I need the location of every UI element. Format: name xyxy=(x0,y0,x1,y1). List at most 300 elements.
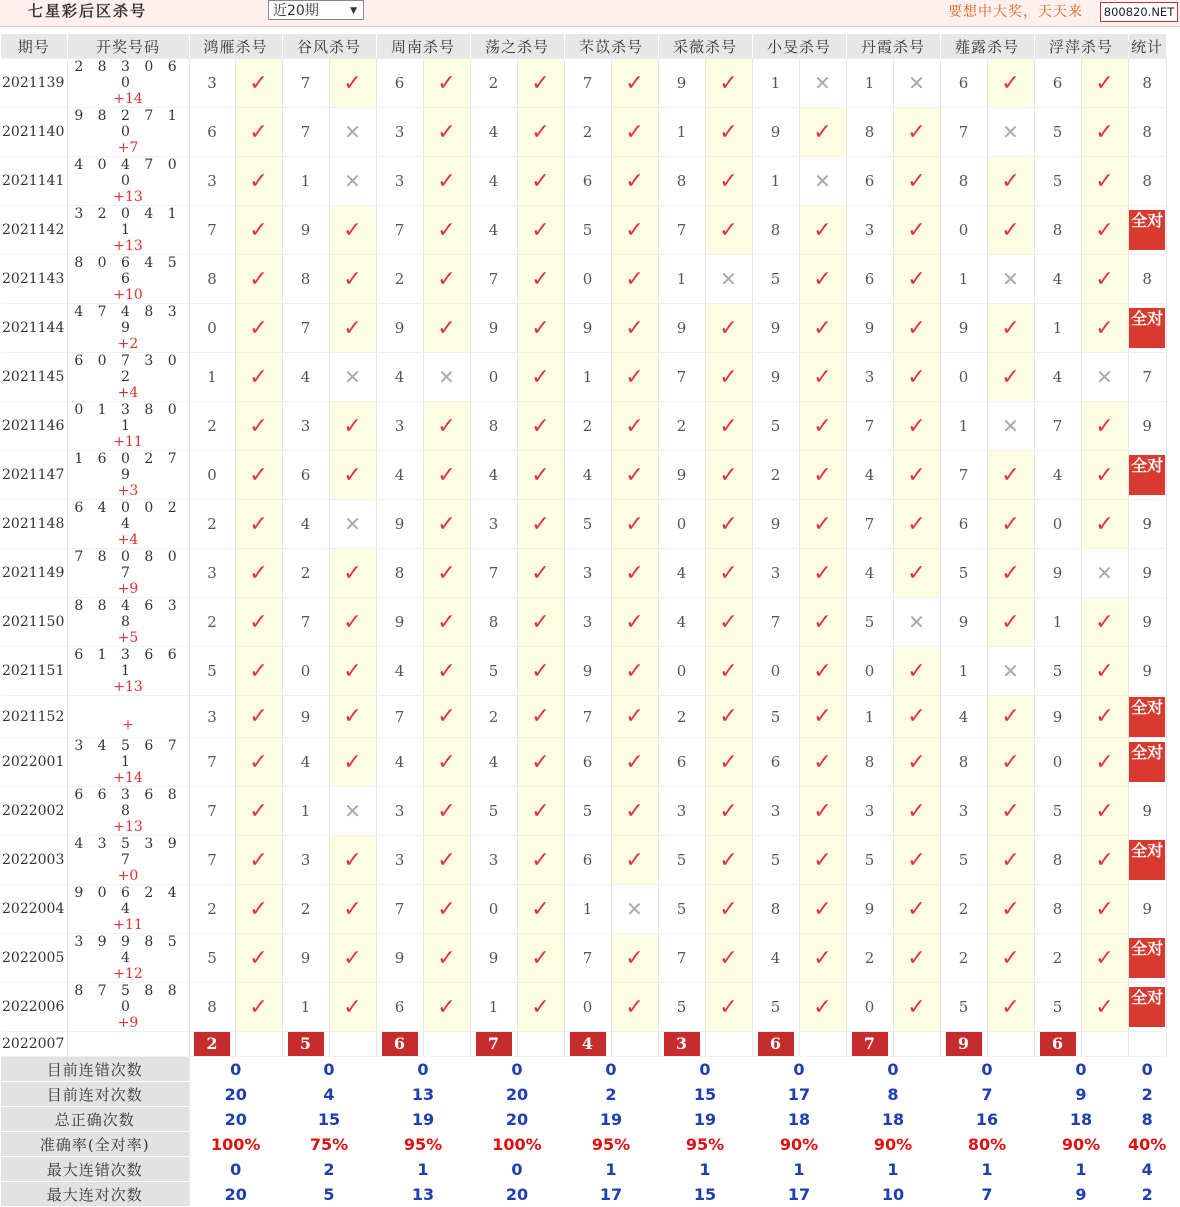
cross-icon: ✕ xyxy=(814,169,831,193)
current-kill-cell xyxy=(470,1032,517,1057)
site-badge[interactable]: 800820.NET xyxy=(1100,2,1178,22)
hit-mark xyxy=(1081,500,1128,549)
issue-cell: 2022006 xyxy=(1,983,67,1032)
column-header-draw: 开奖号码 xyxy=(67,34,189,59)
check-icon: ✓ xyxy=(813,217,832,243)
hit-mark xyxy=(423,647,470,696)
hit-mark xyxy=(235,402,282,451)
stat-value: 90% xyxy=(752,1132,846,1157)
check-icon: ✓ xyxy=(531,609,550,635)
kill-number: 3 xyxy=(376,836,423,885)
hit-mark xyxy=(705,500,752,549)
hit-mark xyxy=(423,402,470,451)
kill-number: 1 xyxy=(846,59,893,108)
check-icon: ✓ xyxy=(625,847,644,873)
hit-mark xyxy=(517,738,564,787)
kill-number: 3 xyxy=(189,696,235,738)
hit-mark xyxy=(705,885,752,934)
stat-value: 8 xyxy=(1128,1107,1166,1132)
hit-mark xyxy=(893,304,940,353)
kill-number: 0 xyxy=(470,353,517,402)
miss-mark xyxy=(1081,353,1128,402)
draw-cell xyxy=(67,598,189,647)
kill-number: 3 xyxy=(282,836,329,885)
kill-number: 9 xyxy=(658,451,705,500)
stat-value: 2 xyxy=(282,1157,376,1182)
draw-numbers: 9 0 6 2 4 4 xyxy=(74,885,182,917)
kill-number: 7 xyxy=(376,206,423,255)
table-row xyxy=(1,500,1166,549)
check-icon: ✓ xyxy=(531,896,550,922)
cross-icon: ✕ xyxy=(1002,267,1019,291)
all-correct-text: 全对 xyxy=(1131,743,1164,762)
kill-number: 5 xyxy=(1034,983,1081,1032)
kill-number: 7 xyxy=(282,304,329,353)
check-icon: ✓ xyxy=(531,994,550,1020)
count-cell xyxy=(1128,157,1166,206)
kill-number: 6 xyxy=(658,738,705,787)
hit-mark xyxy=(799,353,846,402)
miss-mark xyxy=(987,647,1034,696)
hit-mark xyxy=(1081,787,1128,836)
kill-number: 2 xyxy=(564,402,611,451)
hit-mark xyxy=(423,500,470,549)
hit-mark xyxy=(423,206,470,255)
kill-number: 6 xyxy=(189,108,235,157)
kill-number: 2 xyxy=(282,549,329,598)
hit-mark xyxy=(799,983,846,1032)
kill-number: 3 xyxy=(752,549,799,598)
check-icon: ✓ xyxy=(437,511,456,537)
check-icon: ✓ xyxy=(343,658,362,684)
issue-cell: 2021140 xyxy=(1,108,67,157)
kill-number: 5 xyxy=(1034,787,1081,836)
stat-value: 80% xyxy=(940,1132,1034,1157)
kill-number: 4 xyxy=(658,598,705,647)
check-icon: ✓ xyxy=(1001,994,1020,1020)
kill-number: 3 xyxy=(189,59,235,108)
issue-cell: 2021152 xyxy=(1,696,67,738)
hit-mark xyxy=(705,598,752,647)
draw-cell xyxy=(67,108,189,157)
stat-value: 95% xyxy=(658,1132,752,1157)
hit-mark xyxy=(799,647,846,696)
table-row xyxy=(1,108,1166,157)
draw-cell xyxy=(67,157,189,206)
draw-plus: +3 xyxy=(117,483,139,499)
kill-number: 1 xyxy=(940,647,987,696)
hit-mark xyxy=(705,934,752,983)
check-icon: ✓ xyxy=(1095,704,1114,729)
check-icon: ✓ xyxy=(249,994,268,1020)
draw-numbers: 7 8 0 8 0 7 xyxy=(74,549,182,581)
stat-row xyxy=(1,1182,1166,1207)
hit-mark xyxy=(517,598,564,647)
issue-cell: 2021141 xyxy=(1,157,67,206)
kill-number: 4 xyxy=(940,696,987,738)
table-row xyxy=(1,647,1166,696)
check-icon: ✓ xyxy=(1001,896,1020,922)
check-icon: ✓ xyxy=(531,658,550,684)
all-correct-text: 全对 xyxy=(1131,211,1164,230)
current-kill-number: 6 xyxy=(382,1032,418,1056)
check-icon: ✓ xyxy=(907,847,926,873)
kill-number: 7 xyxy=(752,598,799,647)
kill-number: 5 xyxy=(470,787,517,836)
hit-mark xyxy=(423,983,470,1032)
current-kill-number: 5 xyxy=(288,1032,324,1056)
check-icon: ✓ xyxy=(531,119,550,145)
hit-mark xyxy=(611,598,658,647)
kill-number: 6 xyxy=(564,157,611,206)
hit-mark xyxy=(987,934,1034,983)
kill-number: 7 xyxy=(564,696,611,738)
kill-number: 1 xyxy=(189,353,235,402)
kill-number: 0 xyxy=(189,304,235,353)
hit-mark xyxy=(799,885,846,934)
hit-mark xyxy=(517,353,564,402)
check-icon: ✓ xyxy=(249,798,268,824)
draw-numbers: 8 7 5 8 8 0 xyxy=(74,983,182,1015)
check-icon: ✓ xyxy=(719,658,738,684)
page-title: 七星彩后区杀号 xyxy=(28,2,148,20)
check-icon: ✓ xyxy=(1001,168,1020,194)
kill-number: 2 xyxy=(752,451,799,500)
check-icon: ✓ xyxy=(813,315,832,341)
draw-plus: +14 xyxy=(113,770,143,786)
table-row xyxy=(1,206,1166,255)
kill-number: 7 xyxy=(564,934,611,983)
check-icon: ✓ xyxy=(1001,798,1020,824)
check-icon: ✓ xyxy=(531,749,550,775)
stat-label: 最大连错次数 xyxy=(1,1157,189,1182)
hit-mark xyxy=(517,647,564,696)
hit-mark xyxy=(611,108,658,157)
stat-value: 4 xyxy=(282,1082,376,1107)
draw-plus: +2 xyxy=(117,336,139,352)
issue-cell: 2021143 xyxy=(1,255,67,304)
hit-mark xyxy=(893,500,940,549)
hit-mark xyxy=(517,304,564,353)
kill-number: 0 xyxy=(846,983,893,1032)
hit-mark xyxy=(1081,738,1128,787)
hit-mark xyxy=(893,885,940,934)
check-icon: ✓ xyxy=(1095,217,1114,243)
check-icon: ✓ xyxy=(1001,704,1020,729)
check-icon: ✓ xyxy=(249,945,268,971)
check-icon: ✓ xyxy=(813,560,832,586)
hit-mark xyxy=(423,549,470,598)
hit-mark xyxy=(423,885,470,934)
kill-table xyxy=(1,34,1167,1207)
kill-number: 2 xyxy=(376,255,423,304)
hit-mark xyxy=(611,934,658,983)
table-row xyxy=(1,738,1166,787)
count-cell xyxy=(1128,402,1166,451)
hit-mark xyxy=(893,787,940,836)
check-icon: ✓ xyxy=(437,798,456,824)
kill-number: 3 xyxy=(846,353,893,402)
hit-mark xyxy=(705,304,752,353)
count-cell xyxy=(1128,451,1166,500)
kill-number: 6 xyxy=(564,738,611,787)
check-icon: ✓ xyxy=(1001,749,1020,775)
kill-number: 0 xyxy=(189,451,235,500)
hit-mark xyxy=(1081,983,1128,1032)
current-kill-number: 7 xyxy=(852,1032,888,1056)
hit-mark xyxy=(611,353,658,402)
kill-number: 3 xyxy=(846,787,893,836)
stat-value: 0 xyxy=(658,1057,752,1082)
check-icon: ✓ xyxy=(907,945,926,971)
hit-mark xyxy=(517,836,564,885)
check-icon: ✓ xyxy=(719,413,738,439)
count-value: 9 xyxy=(1142,900,1152,918)
hit-mark xyxy=(423,451,470,500)
kill-number: 2 xyxy=(282,885,329,934)
kill-number: 8 xyxy=(658,157,705,206)
check-icon: ✓ xyxy=(249,413,268,439)
check-icon: ✓ xyxy=(813,749,832,775)
stat-value: 19 xyxy=(376,1107,470,1132)
kill-number: 5 xyxy=(940,983,987,1032)
check-icon: ✓ xyxy=(343,896,362,922)
check-icon: ✓ xyxy=(719,847,738,873)
hit-mark xyxy=(329,402,376,451)
stat-label: 准确率(全对率) xyxy=(1,1132,189,1157)
column-header-method: 谷风杀号 xyxy=(282,34,376,59)
miss-mark xyxy=(987,108,1034,157)
check-icon: ✓ xyxy=(531,462,550,488)
check-icon: ✓ xyxy=(625,266,644,292)
check-icon: ✓ xyxy=(813,704,832,729)
check-icon: ✓ xyxy=(437,217,456,243)
count-value: 8 xyxy=(1142,172,1152,190)
hit-mark xyxy=(423,255,470,304)
count-cell xyxy=(1128,983,1166,1032)
current-kill-number: 3 xyxy=(664,1032,700,1056)
column-header-method: 采薇杀号 xyxy=(658,34,752,59)
check-icon: ✓ xyxy=(437,462,456,488)
hit-mark xyxy=(705,787,752,836)
stat-value: 40% xyxy=(1128,1132,1166,1157)
hit-mark xyxy=(329,304,376,353)
stat-row xyxy=(1,1082,1166,1107)
hit-mark xyxy=(611,787,658,836)
stat-value: 19 xyxy=(564,1107,658,1132)
check-icon: ✓ xyxy=(343,462,362,488)
kill-number: 4 xyxy=(1034,451,1081,500)
draw-numbers: 0 1 3 8 0 1 xyxy=(74,402,182,434)
check-icon: ✓ xyxy=(813,364,832,390)
check-icon: ✓ xyxy=(625,168,644,194)
hit-mark xyxy=(611,255,658,304)
kill-number: 1 xyxy=(1034,304,1081,353)
kill-number: 7 xyxy=(189,206,235,255)
hit-mark xyxy=(235,787,282,836)
kill-number: 7 xyxy=(470,549,517,598)
stat-value: 90% xyxy=(846,1132,940,1157)
kill-number: 9 xyxy=(376,934,423,983)
check-icon: ✓ xyxy=(1095,945,1114,971)
hit-mark xyxy=(893,255,940,304)
draw-cell xyxy=(67,206,189,255)
check-icon: ✓ xyxy=(625,994,644,1020)
draw-numbers: 8 0 6 4 5 6 xyxy=(74,255,182,287)
stat-value: 18 xyxy=(752,1107,846,1132)
check-icon: ✓ xyxy=(249,749,268,775)
kill-number: 3 xyxy=(189,157,235,206)
draw-plus: +9 xyxy=(117,581,139,597)
stat-value: 20 xyxy=(470,1182,564,1207)
check-icon: ✓ xyxy=(907,168,926,194)
check-icon: ✓ xyxy=(437,896,456,922)
table-row xyxy=(1,451,1166,500)
kill-number: 3 xyxy=(376,402,423,451)
kill-number: 5 xyxy=(752,983,799,1032)
kill-number: 5 xyxy=(658,885,705,934)
kill-number: 6 xyxy=(940,59,987,108)
hit-mark xyxy=(893,738,940,787)
check-icon: ✓ xyxy=(249,315,268,341)
stat-value: 7 xyxy=(940,1082,1034,1107)
slogan-link[interactable]: 要想中大奖，天天来 xyxy=(948,4,1083,20)
hit-mark xyxy=(893,836,940,885)
check-icon: ✓ xyxy=(907,798,926,824)
draw-numbers: 6 1 3 6 6 1 xyxy=(74,647,182,679)
count-value: 9 xyxy=(1142,662,1152,680)
kill-number: 8 xyxy=(940,738,987,787)
all-correct-text: 全对 xyxy=(1131,697,1164,717)
stat-value: 1 xyxy=(752,1157,846,1182)
draw-plus: +11 xyxy=(113,434,143,450)
kill-number: 9 xyxy=(846,885,893,934)
hit-mark xyxy=(423,108,470,157)
hit-mark xyxy=(235,353,282,402)
draw-plus: +4 xyxy=(117,385,139,401)
kill-number: 5 xyxy=(658,983,705,1032)
stat-value: 2 xyxy=(1128,1082,1166,1107)
stat-value: 15 xyxy=(658,1082,752,1107)
kill-number: 4 xyxy=(470,108,517,157)
kill-number: 6 xyxy=(940,500,987,549)
hit-mark xyxy=(329,885,376,934)
check-icon: ✓ xyxy=(437,266,456,292)
kill-number: 0 xyxy=(1034,500,1081,549)
current-kill-spacer xyxy=(799,1032,846,1057)
miss-mark xyxy=(705,255,752,304)
check-icon: ✓ xyxy=(625,560,644,586)
hit-mark xyxy=(423,787,470,836)
kill-number: 5 xyxy=(564,206,611,255)
check-icon: ✓ xyxy=(907,413,926,439)
issue-cell: 2021151 xyxy=(1,647,67,696)
hit-mark xyxy=(517,402,564,451)
hit-mark xyxy=(329,451,376,500)
period-select[interactable] xyxy=(268,0,364,20)
check-icon: ✓ xyxy=(907,749,926,775)
issue-cell: 2022004 xyxy=(1,885,67,934)
check-icon: ✓ xyxy=(1001,609,1020,635)
table-row xyxy=(1,885,1166,934)
stat-value: 1 xyxy=(564,1157,658,1182)
hit-mark xyxy=(705,206,752,255)
check-icon: ✓ xyxy=(813,847,832,873)
kill-number: 5 xyxy=(752,696,799,738)
stat-value: 9 xyxy=(1034,1082,1128,1107)
stat-value: 7 xyxy=(940,1182,1034,1207)
kill-number: 0 xyxy=(940,206,987,255)
kill-number: 1 xyxy=(282,983,329,1032)
hit-mark xyxy=(987,451,1034,500)
issue-cell: 2021149 xyxy=(1,549,67,598)
kill-number: 3 xyxy=(564,598,611,647)
check-icon: ✓ xyxy=(719,168,738,194)
kill-number: 9 xyxy=(376,598,423,647)
hit-mark xyxy=(611,304,658,353)
check-icon: ✓ xyxy=(907,704,926,729)
cross-icon: ✕ xyxy=(626,897,643,921)
check-icon: ✓ xyxy=(813,462,832,488)
draw-plus: +14 xyxy=(113,91,143,107)
draw-cell xyxy=(67,549,189,598)
hit-mark xyxy=(329,647,376,696)
hit-mark xyxy=(705,59,752,108)
miss-mark xyxy=(611,885,658,934)
kill-number: 5 xyxy=(752,402,799,451)
check-icon: ✓ xyxy=(813,658,832,684)
hit-mark xyxy=(705,696,752,738)
current-kill-spacer xyxy=(235,1032,282,1057)
check-icon: ✓ xyxy=(437,413,456,439)
stat-value: 4 xyxy=(1128,1157,1166,1182)
hit-mark xyxy=(1081,157,1128,206)
kill-number: 0 xyxy=(1034,738,1081,787)
issue-cell: 2021148 xyxy=(1,500,67,549)
hit-mark xyxy=(987,983,1034,1032)
table-row xyxy=(1,836,1166,885)
kill-number: 1 xyxy=(282,787,329,836)
check-icon: ✓ xyxy=(531,413,550,439)
hit-mark xyxy=(235,304,282,353)
draw-numbers: 6 6 3 6 8 8 xyxy=(74,787,182,819)
kill-number: 4 xyxy=(846,451,893,500)
hit-mark xyxy=(611,836,658,885)
kill-number: 7 xyxy=(282,108,329,157)
hit-mark xyxy=(329,738,376,787)
column-header-method: 浮萍杀号 xyxy=(1034,34,1128,59)
stat-value: 18 xyxy=(1034,1107,1128,1132)
kill-number: 4 xyxy=(376,451,423,500)
draw-plus: +4 xyxy=(117,532,139,548)
hit-mark xyxy=(611,549,658,598)
stat-value: 13 xyxy=(376,1082,470,1107)
current-kill-number: 2 xyxy=(194,1032,230,1056)
miss-mark xyxy=(329,108,376,157)
hit-mark xyxy=(517,255,564,304)
check-icon: ✓ xyxy=(343,266,362,292)
kill-number: 9 xyxy=(752,108,799,157)
check-icon: ✓ xyxy=(343,315,362,341)
kill-number: 4 xyxy=(752,934,799,983)
check-icon: ✓ xyxy=(719,315,738,341)
kill-number: 5 xyxy=(940,549,987,598)
issue-cell: 2022003 xyxy=(1,836,67,885)
check-icon: ✓ xyxy=(625,462,644,488)
current-issue: 2022007 xyxy=(1,1032,67,1057)
check-icon: ✓ xyxy=(249,168,268,194)
check-icon: ✓ xyxy=(719,896,738,922)
